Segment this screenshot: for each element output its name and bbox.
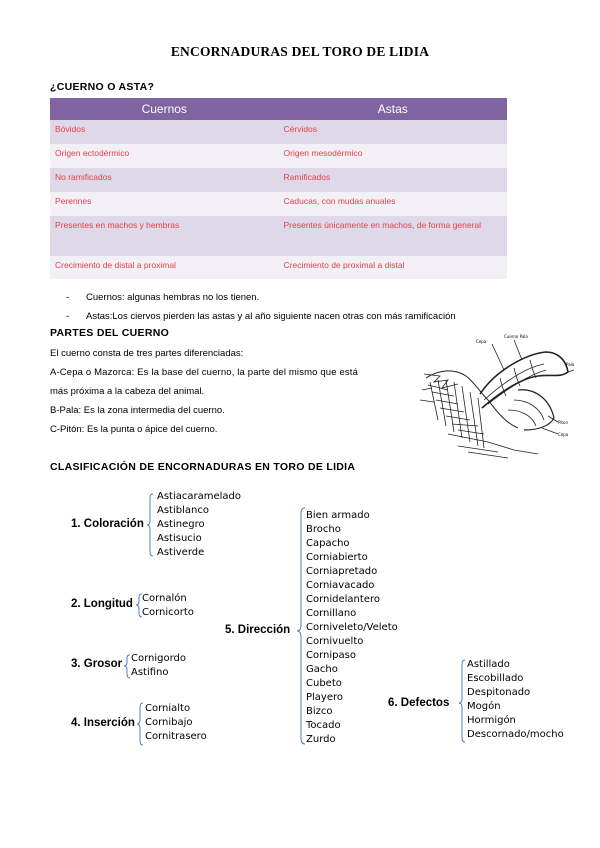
list-item: Hormigón xyxy=(467,715,516,726)
list-item: Corniavacado xyxy=(306,580,375,591)
list-item: Despitonado xyxy=(467,687,531,698)
list-item: Astiblanco xyxy=(157,505,209,516)
list-item: Mogón xyxy=(467,701,501,712)
list-item: Bien armado xyxy=(306,510,370,521)
list-item: Cornialto xyxy=(145,703,191,714)
list-item: Astiacaramelado xyxy=(157,491,242,502)
table-cell: Origen mesodérmico xyxy=(279,144,508,168)
list-item: Astifino xyxy=(131,667,169,678)
list-item: Corniabierto xyxy=(306,552,368,563)
bullet-text: Astas:Los ciervos pierden las astas y al año siguiente nacen otras con más ramificación xyxy=(86,311,456,322)
list-item: - Astas:Los ciervos pierden las astas y al año siguiente nacen otras con más ramificación xyxy=(66,311,456,322)
table-cell: Ramificados xyxy=(279,168,508,192)
list-item: Descornado/mocho xyxy=(467,729,564,740)
list-item: Capacho xyxy=(306,538,350,549)
category-direccion: 5. Dirección xyxy=(225,624,291,636)
list-item: Bizco xyxy=(306,706,333,717)
list-item: Astinegro xyxy=(157,519,205,530)
page-title: ENCORNADURAS DEL TORO DE LIDIA xyxy=(170,44,430,59)
table-cell: Caducas, con mudas anuales xyxy=(279,192,508,216)
table-cell: Crecimiento de proximal a distal xyxy=(279,256,508,279)
list-item: - Cuernos: algunas hembras no los tienen. xyxy=(66,292,260,303)
table-cell: Origen ectodérmico xyxy=(50,144,279,168)
figure-label-cuerno: Cuerno Pala xyxy=(504,334,528,339)
category-insercion: 4. Inserción xyxy=(71,717,135,729)
section-heading-partes: PARTES DEL CUERNO xyxy=(50,327,170,339)
list-item: Cornigordo xyxy=(131,653,187,664)
category-grosor: 3. Grosor xyxy=(71,658,123,670)
table-cell: Presentes únicamente en machos, de forma general xyxy=(279,216,508,256)
list-item: Cornillano xyxy=(306,608,357,619)
list-item: Playero xyxy=(306,692,344,703)
table-cell: Cérvidos xyxy=(279,120,508,144)
brace-direccion xyxy=(297,508,305,744)
list-item: Astiverde xyxy=(157,547,205,558)
table-header-astas: Astas xyxy=(279,98,508,120)
category-coloracion: 1. Coloración xyxy=(71,518,144,530)
list-item: Cornibajo xyxy=(145,717,193,728)
list-item: Cubeto xyxy=(306,678,342,689)
list-item: Astillado xyxy=(467,659,510,670)
list-item: Corniapretado xyxy=(306,566,378,577)
section-heading-clasificacion: CLASIFICACIÓN DE ENCORNADURAS EN TORO DE LIDIA xyxy=(50,461,356,473)
section-heading-cuerno-asta: ¿CUERNO O ASTA? xyxy=(50,81,155,93)
paragraph-pala: B-Pala: Es la zona intermedia del cuerno. xyxy=(50,405,225,416)
list-item: Cornalón xyxy=(142,593,187,604)
list-item: Cornipaso xyxy=(306,650,356,661)
list-item: Zurdo xyxy=(306,734,336,745)
paragraph-cepa-cont: más próxima a la cabeza del animal. xyxy=(50,386,205,397)
table-cell: No ramificados xyxy=(50,168,279,192)
list-item: Cornivuelto xyxy=(306,636,364,647)
list-item: Cornicorto xyxy=(142,607,194,618)
figure-label-cepa-bottom: Cepa xyxy=(558,432,569,437)
list-item: Brocho xyxy=(306,524,341,535)
list-item: Tocado xyxy=(306,720,341,731)
paragraph-intro: El cuerno consta de tres partes diferenciadas: xyxy=(50,348,244,359)
list-item: Cornitrasero xyxy=(145,731,207,742)
list-item: Cornidelantero xyxy=(306,594,380,605)
table-cell: Crecimiento de distal a proximal xyxy=(50,256,279,279)
figure-label-pala: Pala xyxy=(566,362,575,367)
list-item: Astisucio xyxy=(157,533,202,544)
list-item: Escobillado xyxy=(467,673,524,684)
brace-coloracion xyxy=(147,494,153,556)
figure-label-cepa-top: Cepa xyxy=(476,339,487,344)
paragraph-cepa: A-Cepa o Mazorca: Es la base del cuerno, la parte del mismo que está xyxy=(50,367,359,378)
list-item: Corniveleto/Veleto xyxy=(306,622,398,633)
bullet-text: Cuernos: algunas hembras no los tienen. xyxy=(86,292,260,303)
category-defectos: 6. Defectos xyxy=(388,697,450,709)
category-longitud: 2. Longitud xyxy=(71,598,133,610)
list-item: Gacho xyxy=(306,664,338,675)
table-cell: Bóvidos xyxy=(50,120,279,144)
brace-defectos xyxy=(459,660,465,742)
table-header-cuernos: Cuernos xyxy=(50,98,279,120)
brace-grosor xyxy=(124,655,130,678)
brace-insercion xyxy=(137,703,143,745)
table-cell: Perennes xyxy=(50,192,279,216)
table-cell: Presentes en machos y hembras xyxy=(50,216,279,256)
figure-label-piton: Piton xyxy=(558,420,568,425)
paragraph-piton: C-Pitón: Es la punta o ápice del cuerno. xyxy=(50,424,218,435)
